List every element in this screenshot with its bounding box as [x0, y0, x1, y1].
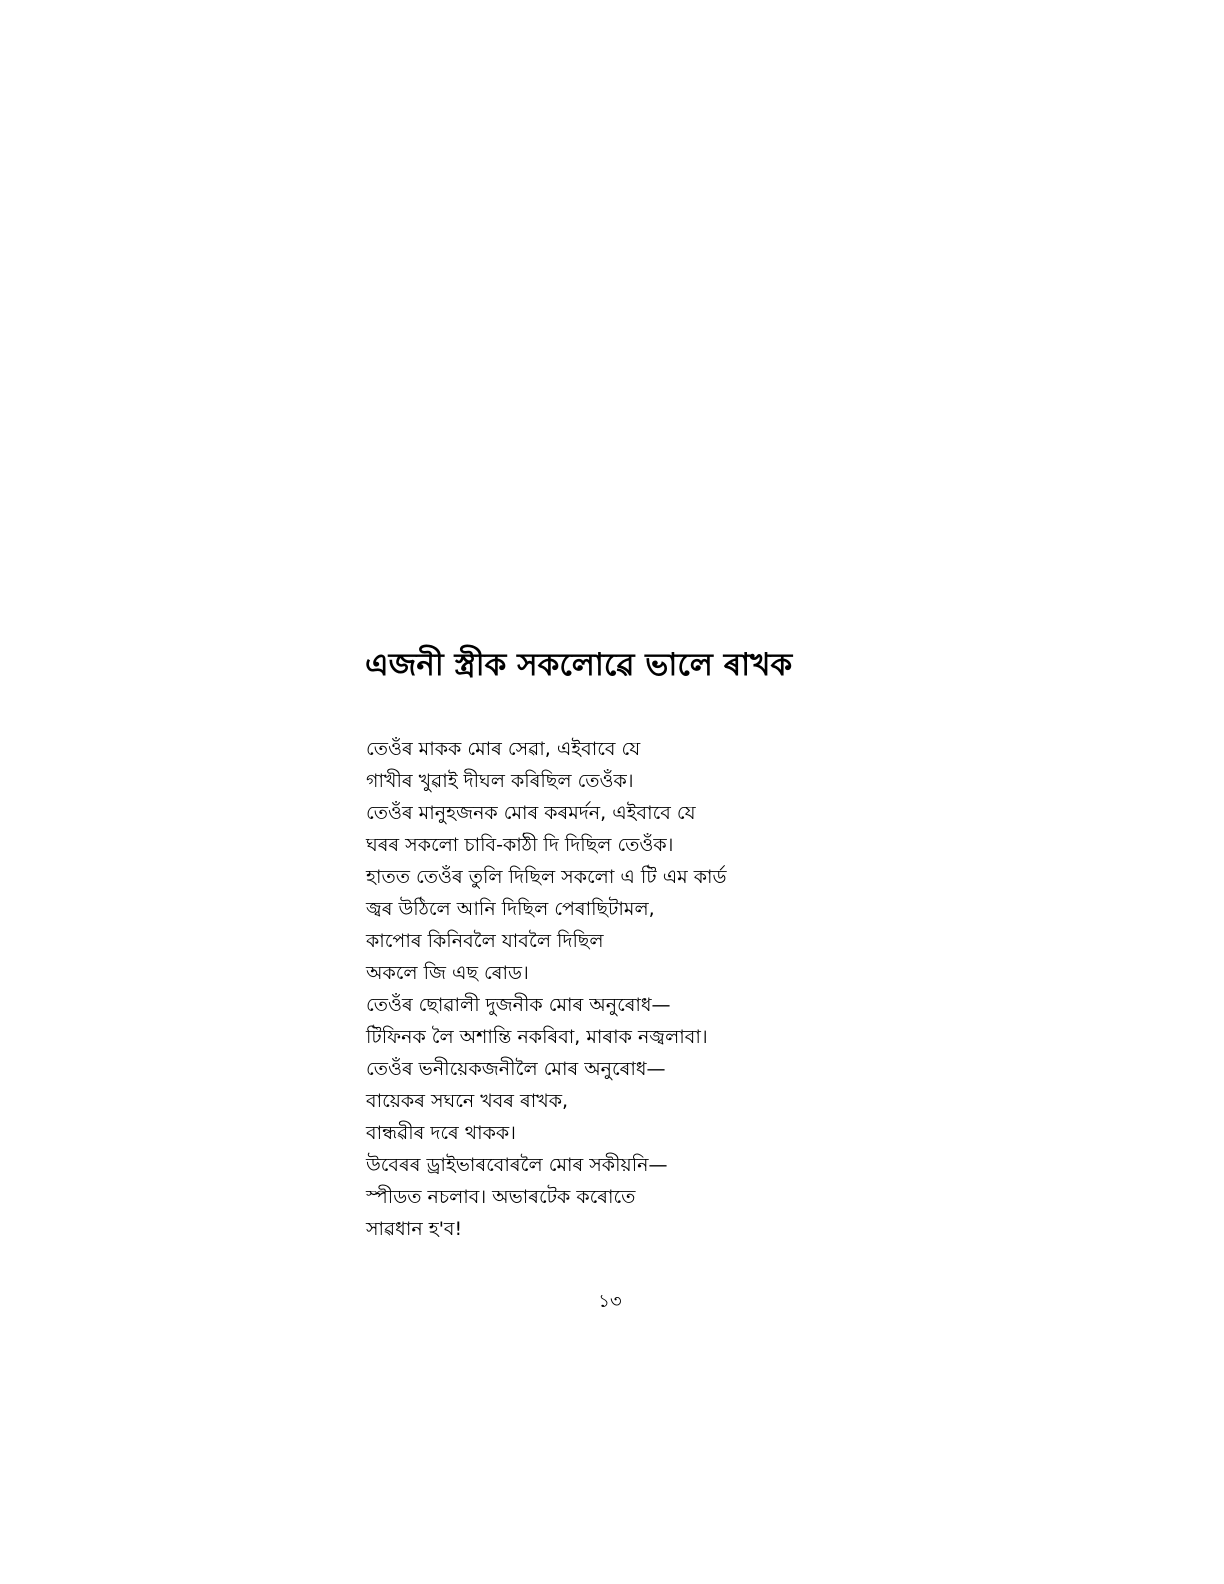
poem-line: তেওঁৰ ভনীয়েকজনীলৈ মোৰ অনুৰোধ—: [366, 1058, 666, 1080]
poem-line: উবেৰৰ ড্ৰাইভাৰবোৰলৈ মোৰ সকীয়নি—: [366, 1154, 668, 1176]
poem-line: তেওঁৰ ছোৱালী দুজনীক মোৰ অনুৰোধ—: [366, 994, 671, 1016]
poem-line: তেওঁৰ মাকক মোৰ সেৱা, এইবাবে যে: [366, 738, 641, 760]
poem-line: বায়েকৰ সঘনে খবৰ ৰাখক,: [366, 1090, 569, 1112]
poem-line: স্পীডত নচলাব। অভাৰটেক কৰোতে: [366, 1186, 636, 1208]
poem-line: হাতত তেওঁৰ তুলি দিছিল সকলো এ টি এম কাৰ্ড: [366, 866, 727, 888]
poem-line: তেওঁৰ মানুহজনক মোৰ কৰমৰ্দন, এইবাবে যে: [366, 802, 696, 824]
poem-line: ঘৰৰ সকলো চাবি-কাঠী দি দিছিল তেওঁক।: [366, 834, 674, 856]
poem-line: টিফিনক লৈ অশান্তি নকৰিবা, মাৰাক নজ্বলাবা।: [366, 1026, 708, 1048]
poem-body: [366, 733, 926, 1245]
poem-line: বান্ধৱীৰ দৰে থাকক।: [366, 1122, 516, 1144]
poem-line: সাৱধান হ'ব!: [366, 1218, 463, 1240]
page-number: ১৩: [598, 1291, 622, 1312]
poem-line: অকলে জি এছ ৰোড।: [366, 962, 529, 984]
poem-title: এজনী স্ত্ৰীক সকলোৱে ভালে ৰাখক: [365, 647, 793, 683]
poem-line: কাপোৰ কিনিবলৈ যাবলৈ দিছিল: [366, 930, 604, 952]
poem-line: গাখীৰ খুৱাই দীঘল কৰিছিল তেওঁক।: [366, 770, 634, 792]
poem-line: জ্বৰ উঠিলে আনি দিছিল পেৰাছিটামল,: [366, 898, 655, 920]
